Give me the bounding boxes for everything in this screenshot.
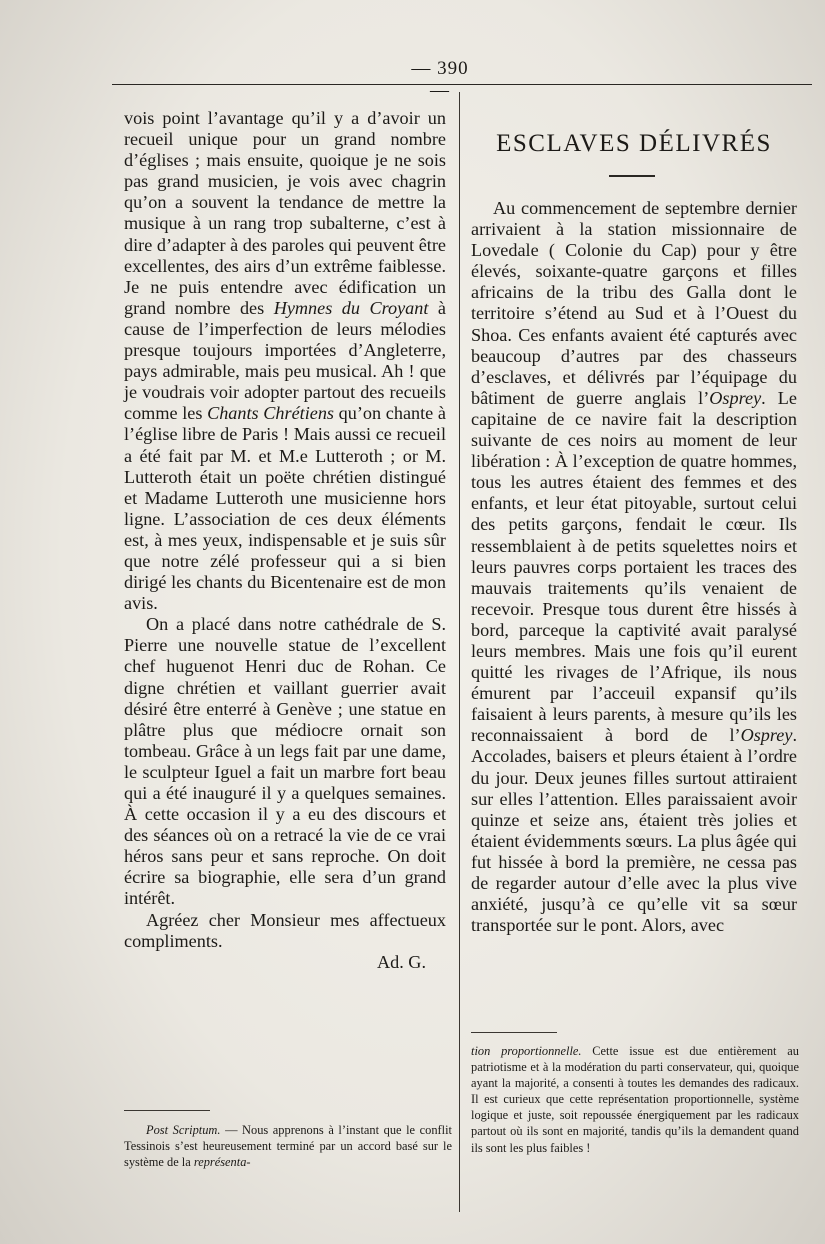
right-para1-text-c: . Accolades, baisers et pleurs étaient à l’ordre du jour. Deux jeunes filles surtout attiraient sur elles l’attention. Elles paraissaient avoir quinze et seize ans, étaient très jolies et étaient évidemments sœurs. La plus âgée qui fut hissée à bord la première, ne cessa pas de regarder autour d’elle avec la plus vive anxiété, jusqu’à ce qu’elle vit sa sœur transportée sur le pont. Alors, avec	[471, 725, 797, 936]
left-paragraph-1	[124, 108, 446, 614]
article-title: ESCLAVES DÉLIVRÉS	[496, 130, 772, 157]
left-column	[124, 108, 446, 973]
left-para1-text-c: qu’on chante à l’église libre de Paris ! Mais aussi ce recueil a été fait par M. et M.e Lutteroth ; or M. Lutteroth était un poëte chrétien distingué et Madame Lutteroth une musicienne hors ligne. L’association de ces deux éléments est, à mes yeux, indispensable et je suis sûr que notre zélé professeur qui a si bien dirigé les chants du Bicentenaire est de mon avis.	[124, 403, 446, 614]
chants-title: Chants Chrétiens	[207, 403, 335, 424]
footnote-left-continued: représenta-	[193, 1155, 251, 1170]
right-para1-text-b: . Le capitaine de ce navire fait la description suivante de ces noirs au moment de leur libération : À l’exception de quatre hommes, tous les autres étaient des femmes et des enfants, et leur état pitoyable, surtout celui des petits garçons, fendait le cœur. Ils ressemblaient à de petits squelettes noirs et leurs pauvres corps portaient les traces des mauvais traitements qu’ils venaient de recevoir. Presque tous durent être hissés à bord, parceque la captivité avait paralysé leurs membres. Mais une fois qu’il eurent quitté les rivages de l’Afrique, ils nous émurent par l’acceuil expansif qu’ils faisaient à leurs parents, à mesure qu’ils les reconnaissaient à bord de l’	[471, 387, 797, 746]
right-column	[471, 198, 797, 936]
footnote-right-text: Cette issue est due entièrement au patriotisme et à la modération du parti conservateur, qui, quoique ayant la majorité, a consenti à toutes les demandes des radicaux. Il est curieux que cette représentation proportionnelle, système logique et juste, soit repoussée énergiquement par les radicaux partout où ils sont en majorité, tandis qu’ils la demandent quand ils sont les plus faibles !	[471, 1044, 799, 1155]
left-paragraph-2: On a placé dans notre cathédrale de S. Pierre une nouvelle statue de l’excellent chef huguenot Henri duc de Rohan. Ce digne chrétien et vaillant guerrier avait désiré être enterré à Genève ; une statue en plâtre plus que médiocre ornait son tombeau. Grâce à un legs fait par une dame, le sculpteur Iguel a fait un marbre fort beau qui a été inauguré il y a quelques semaines. À cette occasion il y a eu des discours et des séances où on a retracé la vie de ce vrai héros sans peur et sans reproche. On doit écrire sa biographie, elle sera d’un grand intérêt.	[124, 614, 446, 909]
page-number: — 390 —	[411, 58, 469, 101]
footnote-left-text: — Nous apprenons à l’instant que le conflit Tessinois s’est heureusement terminé par un accord basé sur le système de la	[124, 1123, 452, 1170]
footnote-right-label: tion proportionnelle.	[471, 1044, 582, 1058]
left-para1-text-b: à cause de l’imperfection de leurs mélodies presque toujours importées d’Angleterre, pays admirable, mais peu musical. Ah ! que je voudrais voir adopter partout des recueils comme les	[124, 297, 447, 424]
right-para1-text: Au commencement de septembre dernier arrivaient à la station missionnaire de Lovedale ( Colonie du Cap) pour y être élevés, soixante-quatre garçons et filles africains de la tribu des Galla dont le territoire s’étend au Sud et à l’Ouest du Shoa. Ces enfants avaient été capturés avec beaucoup d’autres par des chasseurs d’esclaves, et délivrés par l’équipage du bâtiment de guerre anglais l’	[471, 198, 797, 408]
footnote-rule-left	[124, 1110, 210, 1111]
hymnes-title: Hymnes du Croyant	[273, 297, 429, 318]
signature: Ad. G.	[376, 951, 426, 972]
footnote-left-label: Post Scriptum.	[146, 1123, 221, 1137]
header-rule	[112, 84, 812, 85]
title-rule	[609, 175, 655, 177]
left-para1-text: vois point l’avantage qu’il y a d’avoir un recueil unique pour un grand nombre d’églises ; mais ensuite, quoique je ne sois pas grand musicien, je vois avec chagrin qu’on a souvent la tendance de mettre la musique à un rang trop subalterne, c’est à dire d’adapter à des paroles qui peuvent être excellentes, des airs d’un extrême faiblesse. Je ne puis entendre avec édification un grand nombre des	[124, 108, 446, 318]
footnote-rule-right	[471, 1032, 557, 1033]
left-paragraph-3: Agréez cher Monsieur mes affectueux compliments.	[124, 909, 446, 951]
ship-name: Osprey	[709, 387, 762, 408]
ship-name-2: Osprey	[740, 725, 793, 746]
footnote-right	[471, 1043, 799, 1156]
column-divider	[459, 92, 460, 1212]
right-paragraph-1	[471, 198, 797, 936]
footnote-left	[124, 1122, 452, 1170]
